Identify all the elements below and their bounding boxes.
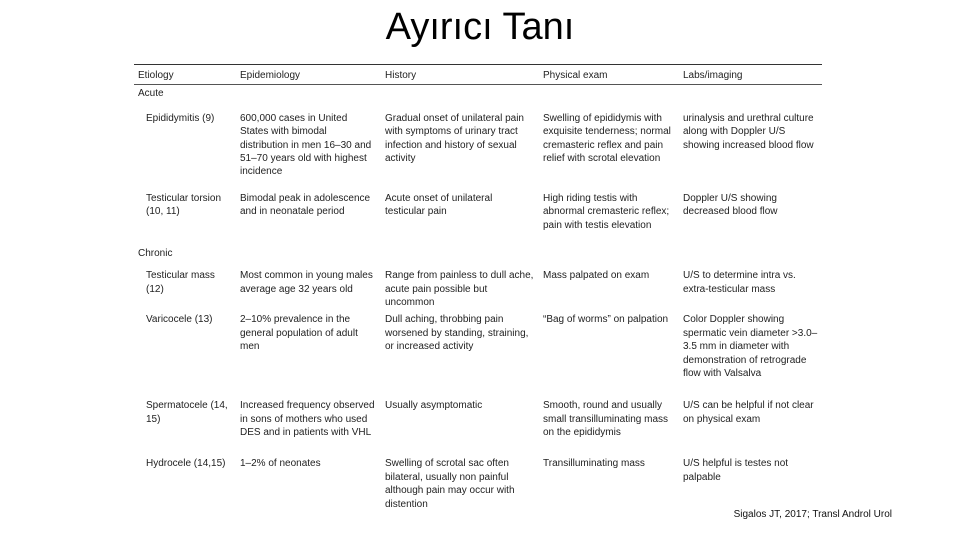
cell-labs-imaging: U/S helpful is testes not palpable <box>683 458 789 483</box>
table-row <box>134 309 822 395</box>
cell-epidemiology: 600,000 cases in United States with bimodal distribution in men 16–30 and 51–70 years old with highest incidence <box>240 112 372 178</box>
group-row-chronic <box>134 245 822 262</box>
cell-etiology: Spermatocele (14, 15) <box>146 400 228 425</box>
header-row <box>134 65 822 85</box>
cell-etiology: Testicular torsion (10, 11) <box>146 192 222 218</box>
cell-labs-imaging: Color Doppler showing spermatic vein diameter >3.0–3.5 mm in diameter with demonstration of retrograde flow with Valsalva <box>683 314 818 380</box>
table-row <box>134 453 822 511</box>
table-row <box>134 395 822 453</box>
cell-epidemiology: 1–2% of neonates <box>240 458 321 470</box>
cell-epidemiology: Increased frequency observed in sons of mothers who used DES and in patients with VHL <box>240 400 375 439</box>
cell-physical-exam: High riding testis with abnormal cremasteric reflex; pain with testis elevation <box>543 192 670 231</box>
page-title: Ayırıcı Tanı <box>385 6 575 48</box>
cell-labs-imaging: U/S to determine intra vs. extra-testicular mass <box>683 270 796 295</box>
differential-diagnosis-table <box>134 65 822 511</box>
header-labs-imaging: Labs/imaging <box>683 70 743 81</box>
cell-etiology: Hydrocele (14,15) <box>146 458 226 470</box>
header-etiology: Etiology <box>138 70 174 81</box>
cell-history: Acute onset of unilateral testicular pain <box>385 192 493 218</box>
cell-labs-imaging: U/S can be helpful if not clear on physical exam <box>683 400 814 425</box>
cell-physical-exam: “Bag of worms” on palpation <box>543 314 669 326</box>
header-physical-exam: Physical exam <box>543 70 608 81</box>
cell-epidemiology: Bimodal peak in adolescence and in neonatale period <box>240 192 371 218</box>
cell-labs-imaging: Doppler U/S showing decreased blood flow <box>683 192 778 218</box>
cell-history: Swelling of scrotal sac often bilateral, usually non painful although pain may occur with distention <box>385 458 515 510</box>
table-row <box>134 192 822 245</box>
cell-epidemiology: Most common in young males average age 32 years old <box>240 270 373 295</box>
group-label-chronic: Chronic <box>138 247 173 259</box>
cell-physical-exam: Transilluminating mass <box>543 458 645 470</box>
header-history: History <box>385 70 417 81</box>
table-row <box>134 262 822 309</box>
group-row-acute <box>134 85 822 103</box>
cell-history: Usually asymptomatic <box>385 400 483 412</box>
differential-diagnosis-table-wrap <box>134 64 822 511</box>
cell-history: Gradual onset of unilateral pain with symptoms of urinary tract infection and history of sexual activity <box>385 112 524 165</box>
header-epidemiology: Epidemiology <box>240 70 301 81</box>
table-row <box>134 103 822 192</box>
cell-physical-exam: Smooth, round and usually small transilluminating mass on the epididymis <box>543 400 669 439</box>
cell-etiology: Testicular mass (12) <box>146 270 215 295</box>
cell-etiology: Epididymitis (9) <box>146 112 215 124</box>
cell-history: Dull aching, throbbing pain worsened by standing, straining, or increased activity <box>385 314 529 353</box>
cell-history: Range from painless to dull ache, acute pain possible but uncommon <box>385 270 534 309</box>
cell-physical-exam: Swelling of epididymis with exquisite tenderness; normal cremasteric reflex and pain relief with scrotal elevation <box>543 112 671 165</box>
citation: Sigalos JT, 2017; Transl Androl Urol <box>733 509 892 520</box>
cell-physical-exam: Mass palpated on exam <box>543 270 650 282</box>
cell-labs-imaging: urinalysis and urethral culture along with Doppler U/S showing increased blood flow <box>683 112 814 151</box>
cell-etiology: Varicocele (13) <box>146 314 213 326</box>
cell-epidemiology: 2–10% prevalence in the general population of adult men <box>240 314 358 353</box>
group-label-acute: Acute <box>138 88 164 100</box>
